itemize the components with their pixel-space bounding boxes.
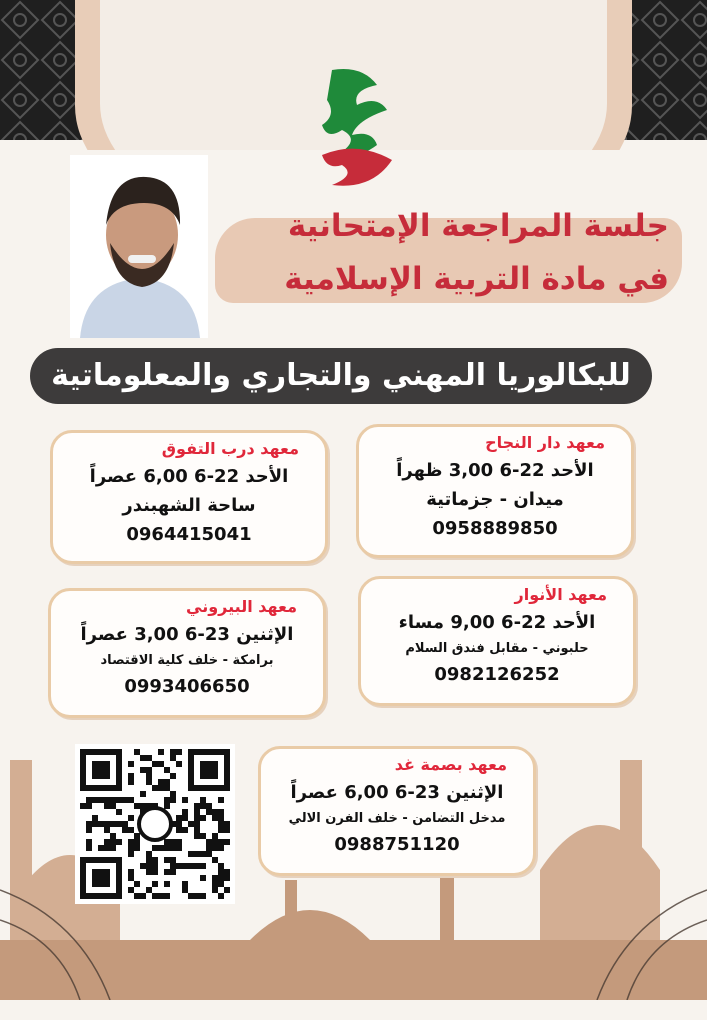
institute-name: معهد درب التفوق bbox=[161, 439, 299, 458]
institute-card-albiruni bbox=[48, 588, 326, 718]
institute-location: ميدان - جزماتية bbox=[426, 489, 564, 510]
institute-card-darb-altafawuq bbox=[50, 430, 328, 564]
institute-location: مدخل التضامن - خلف الفرن الالي bbox=[288, 811, 506, 826]
title-line-2: في مادة التربية الإسلامية bbox=[284, 261, 669, 297]
institute-card-basmat-ghad bbox=[258, 746, 536, 876]
institute-phone: 0993406650 bbox=[124, 676, 250, 697]
teacher-photo bbox=[70, 155, 208, 338]
audience-banner: للبكالوريا المهني والتجاري والمعلوماتية bbox=[30, 348, 652, 404]
institute-phone: 0982126252 bbox=[434, 664, 560, 685]
institute-name: معهد الأنوار bbox=[514, 585, 607, 604]
calligraphy-logo bbox=[302, 60, 412, 200]
institute-location: حلبوني - مقابل فندق السلام bbox=[405, 641, 589, 656]
institute-card-dar-alnajah bbox=[356, 424, 634, 558]
institute-phone: 0964415041 bbox=[126, 524, 252, 545]
institute-name: معهد بصمة غد bbox=[394, 755, 507, 774]
institute-location: ساحة الشهبندر bbox=[122, 495, 256, 516]
session-time: الإثنين 23-6 6,00 عصراً bbox=[290, 782, 504, 803]
institute-location: برامكة - خلف كلية الاقتصاد bbox=[100, 653, 274, 668]
session-time: الأحد 22-6 9,00 مساء bbox=[398, 612, 596, 633]
institute-phone: 0988751120 bbox=[334, 834, 460, 855]
institute-name: معهد البيروني bbox=[186, 597, 297, 616]
session-time: الأحد 22-6 3,00 ظهراً bbox=[396, 460, 594, 481]
session-time: الإثنين 23-6 3,00 عصراً bbox=[80, 624, 294, 645]
session-time: الأحد 22-6 6,00 عصراً bbox=[89, 466, 289, 487]
institute-name: معهد دار النجاح bbox=[485, 433, 605, 452]
whatsapp-icon bbox=[139, 808, 171, 840]
title-line-1: جلسة المراجعة الإمتحانية bbox=[287, 208, 669, 244]
institute-phone: 0958889850 bbox=[432, 518, 558, 539]
institute-card-alanwar bbox=[358, 576, 636, 706]
qr-code-icon[interactable] bbox=[75, 744, 235, 904]
